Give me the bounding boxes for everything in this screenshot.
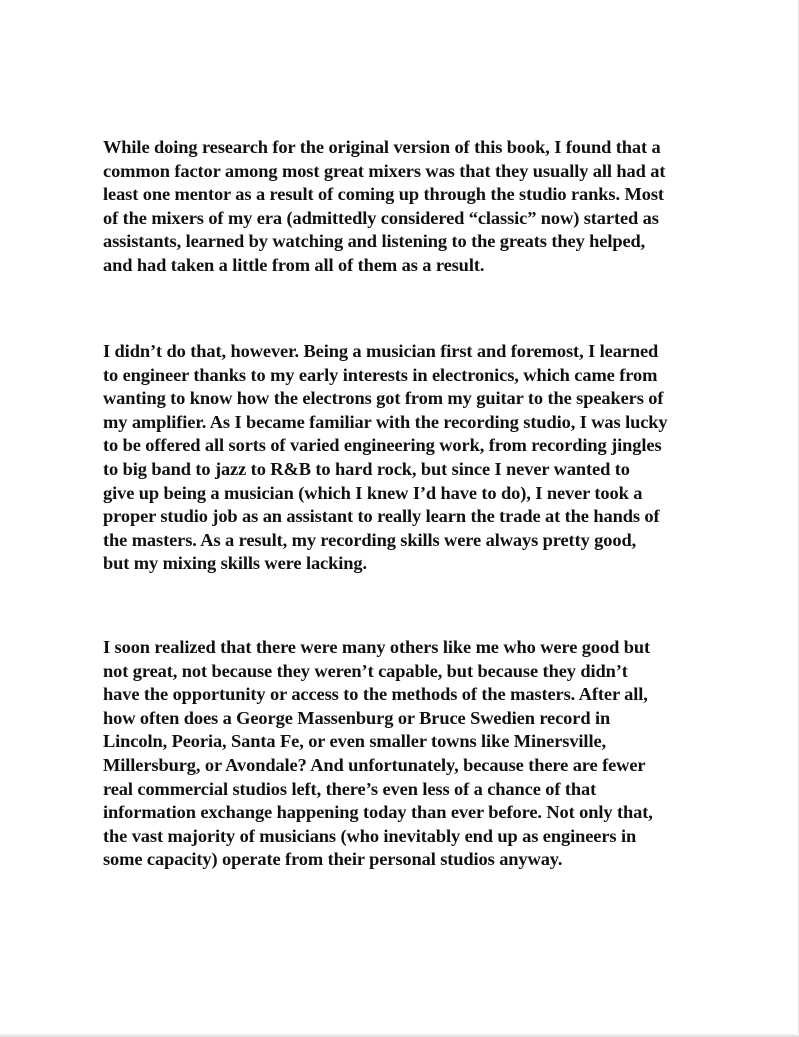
paragraph-line: but my mixing skills were lacking. [103, 553, 367, 574]
paragraph-line: to big band to jazz to R&B to hard rock, but since I never wanted to [103, 458, 630, 479]
page-bottom-edge [0, 1033, 799, 1037]
paragraph-line: wanting to know how the electrons got from my guitar to the speakers of [103, 388, 664, 409]
paragraph-line: and had taken a little from all of them as a result. [103, 254, 485, 275]
paragraph-line: proper studio job as an assistant to really learn the trade at the hands of [103, 506, 660, 527]
paragraph-line: the vast majority of musicians (who inevitably end up as engineers in [103, 825, 637, 846]
paragraph-line: information exchange happening today than ever before. Not only that, [103, 802, 653, 823]
paragraph-line: Millersburg, or Avondale? And unfortunately, because there are fewer [103, 754, 646, 775]
paragraph-line: to engineer thanks to my early interests in electronics, which came from [103, 364, 658, 385]
paragraph-line: my amplifier. As I became familiar with the recording studio, I was lucky [103, 411, 668, 432]
paragraph-line: some capacity) operate from their personal studios anyway. [103, 849, 563, 870]
paragraph-line: Lincoln, Peoria, Santa Fe, or even smaller towns like Minersville, [103, 731, 607, 752]
paragraph-line: have the opportunity or access to the methods of the masters. After all, [103, 684, 648, 705]
paragraph-line: not great, not because they weren’t capable, but because they didn’t [103, 660, 628, 681]
paragraph-line: give up being a musician (which I knew I’d have to do), I never took a [103, 482, 643, 503]
paragraph-line: of the mixers of my era (admittedly considered “classic” now) started as [103, 207, 659, 228]
paragraph-line: real commercial studios left, there’s even less of a chance of that [103, 778, 597, 799]
paragraph-line: least one mentor as a result of coming up through the studio ranks. Most [103, 184, 664, 205]
paragraph-line: I soon realized that there were many others like me who were good but [103, 637, 650, 657]
paragraph-2 [103, 340, 743, 576]
paragraph-line: to be offered all sorts of varied engineering work, from recording jingles [103, 435, 662, 456]
paragraph-line: I didn’t do that, however. Being a musician first and foremost, I learned [103, 341, 659, 361]
paragraph-line: assistants, learned by watching and listening to the greats they helped, [103, 231, 646, 252]
paragraph-1 [103, 136, 743, 278]
paragraph-line: common factor among most great mixers was that they usually all had at [103, 160, 666, 181]
paragraph-line: how often does a George Massenburg or Bruce Swedien record in [103, 707, 611, 728]
paragraph-line: the masters. As a result, my recording skills were always pretty good, [103, 529, 637, 550]
paragraph-line: While doing research for the original version of this book, I found that a [103, 137, 661, 157]
paragraph-3 [103, 636, 743, 872]
